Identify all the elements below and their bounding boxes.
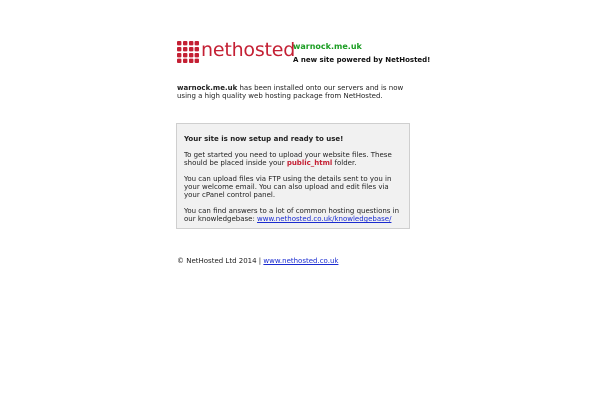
- intro-body: has been installed onto our servers and is now using a high quality web hosting package from NetHosted.: [177, 84, 404, 100]
- intro-text: [177, 84, 417, 100]
- site-info: [293, 42, 438, 65]
- knowledgebase-link[interactable]: www.nethosted.co.uk/knowledgebase/: [257, 215, 392, 223]
- info-paragraph-ftp: You can upload files via FTP using the details sent to you in your welcome email. You can also upload and edit files via your cPanel control panel.: [184, 175, 392, 199]
- logo-grid-icon: [177, 41, 199, 63]
- upload-text-before: To get started you need to upload your website files. These should be placed inside your: [184, 151, 392, 167]
- site-name: warnock.me.uk: [293, 42, 362, 51]
- upload-text-after: folder.: [332, 159, 357, 167]
- footer: [177, 257, 338, 265]
- info-paragraph-knowledgebase: [184, 207, 402, 223]
- intro-domain: warnock.me.uk: [177, 84, 238, 92]
- logo-text: nethosted: [201, 39, 296, 61]
- public-html-folder: public_html: [286, 159, 333, 167]
- nethosted-logo: [177, 39, 296, 63]
- info-box-heading: Your site is now setup and ready to use!: [184, 135, 344, 143]
- footer-website-link[interactable]: www.nethosted.co.uk: [263, 257, 339, 265]
- knowledgebase-text: You can find answers to a lot of common hosting questions in our knowledgebase:: [184, 207, 400, 223]
- site-tagline: A new site powered by NetHosted!: [293, 56, 431, 64]
- info-box: [176, 123, 410, 229]
- info-paragraph-upload: [184, 151, 402, 167]
- header: [177, 41, 437, 65]
- footer-copyright: © NetHosted Ltd 2014 |: [177, 257, 264, 265]
